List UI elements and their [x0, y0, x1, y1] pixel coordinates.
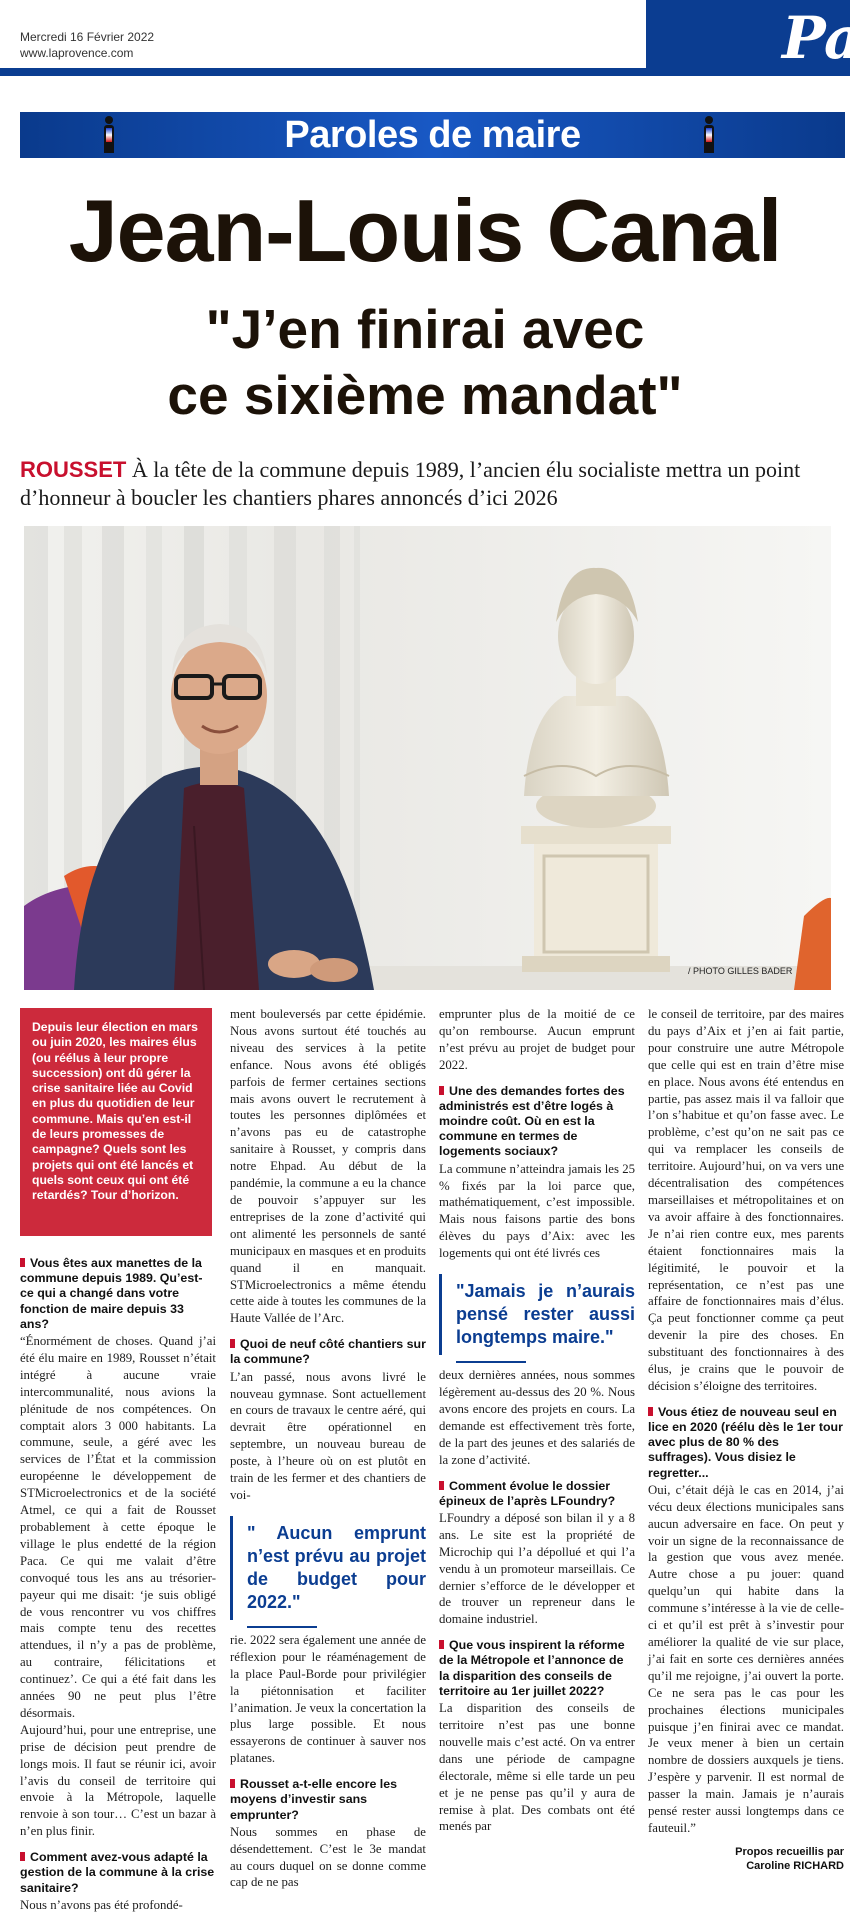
- pull-quote-block: [439, 1274, 635, 1363]
- question-heading: Comment évolue le dossier épineux de l’après LFoundry?: [439, 1479, 635, 1509]
- answer-paragraph: L’an passé, nous avons livré le nouveau gymnase. Sont actuellement en cours de travaux le centre aéré, qui devrait être opérationnel en septembre, un nouveau bureau de poste, à l’heure où on est plutôt en train de les fermer et des chantiers de voi-: [230, 1369, 426, 1502]
- mayor-photo-illustration: [24, 526, 831, 990]
- masthead-logo: [646, 0, 862, 76]
- pull-quote: " Aucun emprunt n’est prévu au projet de budget pour 2022.": [230, 1516, 426, 1620]
- answer-paragraph: Aujourd’hui, pour une entreprise, une prise de décision peut prendre de longs mois. Il faut se réunir ici, avoir l’avis du conseil de territoire qui envoie à la Métropole, laquelle renvoie à son tour… C’est un bazar à n’en plus finir.: [20, 1722, 216, 1839]
- lead-kicker: ROUSSET: [20, 457, 127, 482]
- byline-author: Caroline RICHARD: [746, 1859, 844, 1872]
- website-url[interactable]: www.laprovence.com: [20, 46, 134, 60]
- publication-date: Mercredi 16 Février 2022: [20, 30, 155, 44]
- question-heading: Rousset a-t-elle encore les moyens d’investir sans emprunter?: [230, 1777, 426, 1823]
- headline-name: Jean-Louis Canal: [68, 181, 782, 280]
- pull-quote-block: [230, 1516, 426, 1628]
- question-heading: Comment avez-vous adapté la gestion de la commune à la crise sanitaire?: [20, 1850, 215, 1895]
- headline-quote: [0, 296, 850, 428]
- answer-paragraph: Nous n’avons pas été profondé-: [20, 1897, 183, 1912]
- mayor-photo: [24, 526, 831, 990]
- answer-paragraph: le conseil de territoire, par des maires du pays d’Aix et j’en ai fait partie, pour construire une autre Métropole que celle qui est en train d’être mise en place. Nous avons été entendus en partie, pas assez mais il va falloir que l’on s’habitue et qu’on fasse avec. Le problème, c’est qu’on ne sait pas ce qui va remplacer les conseils de territoire. Aujourd’hui, on va vers une décentralisation des compétences marseillaises et métropolitaines et on va avoir affaire à des fonctionnaires. Je n’ai rien contre eux, mes parents étaient fonctionnaires mais la légitimité, le pouvoir et la représentation, ce n’est pas une affaire de fonctionnaires mais d’élus. Ça peut fonctionner comme ça peut devenir la pire des choses. En substituant des fonctionnaires à des élus, je crains que le pouvoir de décision s’éloigne des territoires.: [648, 1007, 844, 1393]
- answer-paragraph: rie. 2022 sera également une année de réflexion pour le réaménagement de la place Paul-Borde pour privilégier la piétonnisation et faciliter l’animation. Je veux la concertation la plus large possible. Et nous essayerons de continuer à sauver nos platanes.: [230, 1632, 426, 1766]
- pull-quote-rule: [247, 1626, 317, 1628]
- masthead-text: Pa: [782, 4, 862, 72]
- article-column-2: [230, 1006, 426, 1891]
- photo-credit: / PHOTO GILLES BADER: [688, 966, 793, 976]
- article-column-3: [439, 1006, 635, 1835]
- lead-paragraph: [20, 456, 846, 512]
- byline-label: Propos recueillis par: [735, 1845, 844, 1858]
- question-heading: Vous étiez de nouveau seul en lice en 2020 (réélu dès le 1er tour avec plus de 80 % des suffrages). Vous disiez le regretter...: [648, 1404, 843, 1480]
- pull-quote-rule: [456, 1361, 526, 1363]
- question-heading: Vous êtes aux manettes de la commune depuis 1989. Qu’est-ce qui a changé dans votre fonction de maire depuis 33 ans?: [20, 1256, 216, 1332]
- intro-box: Depuis leur élection en mars ou juin 2020, les maires élus (ou réélus à leur propre succession) ont dû gérer la crise sanitaire liée au Covid en plus du quotidien de leur commune. Mais qu’en est-il de leurs promesses de campagne? Quels sont les projets qui ont été lancés et quels sont ceux qui ont été retardés? Tour d’horizon.: [20, 1008, 212, 1236]
- answer-paragraph: Nous sommes en phase de désendettement. C’est le 3e mandat au cours duquel on se donne comme cap de ne pas: [230, 1824, 426, 1890]
- answer-paragraph: ment bouleversés par cette épidémie. Nous avons surtout été touchés au niveau des services à la petite enfance. Nous avons été obligés parfois de fermer certaines sections mais avons ouvert le recrutement à toutes les personnes diplômées et n’avons pas eu de catastrophe sanitaire à Rousset, y compris dans notre Ehpad. Au début de la pandémie, la commune a eu la chance de pouvoir s’appuyer sur les entreprises de la zone d’activité qui ont alimenté les personnels de santé municipaux en masques et en produits quand il en manquait. STMicroelectronics a même étendu cette aide à toutes les communes de la Haute Vallée de l’Arc.: [230, 1007, 426, 1326]
- answer-paragraph: La disparition des conseils de territoire n’est pas une bonne nouvelle mais c’est acté. On va entrer dans une période de campagne électorale, même si elle tarde un peu et je ne pense pas qu’il y aura de remise à plat. Des combats ont été menés par: [439, 1701, 635, 1834]
- article-column-1: [20, 1246, 216, 1914]
- header-rule: [0, 68, 646, 76]
- question-heading: Quoi de neuf côté chantiers sur la commune?: [230, 1337, 426, 1367]
- answer-paragraph: emprunter plus de la moitié de ce qu’on rembourse. Aucun emprunt n’est prévu au projet de budget pour 2022.: [439, 1007, 635, 1072]
- headline-quote-line1: "J’en finirai avec: [205, 298, 645, 360]
- article-column-4: [648, 1006, 844, 1873]
- answer-paragraph: LFoundry a déposé son bilan il y a 8 ans. Le site est la propriété de Microchip qui l’a dépollué et qui l’a vendu à un promoteur marseillais. Ce dernier s’efforce de le développer et de trouver un repreneur dans le domaine industriel.: [439, 1510, 635, 1627]
- headline-quote-line2: ce sixième mandat": [167, 364, 683, 426]
- answer-paragraph: deux dernières années, nous sommes légèrement au-dessus des 20 %. Nous avons encore des projets en cours. La demande est effectivement très forte, de la part des jeunes et des salariés de la zone d’activité.: [439, 1368, 635, 1467]
- answer-paragraph: La commune n’atteindra jamais les 25 % fixés par la loi parce que, mathématiquement, c’est impossible. Mais nous faisons partie des bons élèves du pays d’Aix: avec les logements qui ont été livrés ces: [439, 1161, 635, 1261]
- answer-paragraph: “Énormément de choses. Quand j’ai été élu maire en 1989, Rousset n’était intégré à aucune vraie intercommunalité, nous avions la plénitude de nos compétences. On comptait alors 3 000 habitants. La commune, seule, a géré avec les services de l’État et la commission européenne le développement de STMicroelectronics et de la société Atmel, ce qui a fait de Rousset probablement à cette époque le village le plus endetté de la région Paca. Ce qui me valait d’être convoqué tous les ans au trésorier-payeur qui me disait: ‘je suis obligé de vous rencontrer vu vos chiffres mais compte tenu des recettes attendues, il n’y a pas de problème, au contraire, félicitations et continuez’. Ce qui a été fait dans les années 90 ne peut plus l’être désormais.: [20, 1334, 216, 1720]
- question-heading: Une des demandes fortes des administrés est d’être logés à moindre coût. Où en est la commune en termes de logements sociaux?: [439, 1084, 635, 1160]
- rubric-title: Paroles de maire: [284, 114, 581, 156]
- byline: [648, 1845, 844, 1873]
- question-heading: Que vous inspirent la réforme de la Métropole et l’annonce de la disparition des conseils de territoire au 1er juillet 2022?: [439, 1638, 635, 1699]
- answer-paragraph: Oui, c’était déjà le cas en 2014, j’ai vécu deux élections municipales sans aucun adversaire en face. On peut y voir un signe de la reconnaissance de la gestion que vous avez menée. Autre chose a pu jouer: quand quelqu’un qui habite dans la commune s’intéresse à la vie de celle-ci et qu’il est prêt à s’investir pour améliorer la qualité de vie sur place, j’ai fait en sorte ces dernières années qu’il me rejoigne, j’ai ouvert la porte. Ce ne sera pas le cas pour les prochaines élections municipales puisque j’en finirai avec ce mandat. Je veux mener à bien un certain nombre de dossiers auxquels je tiens. J’espère y parvenir. Il est normal de passer la main. Jamais je n’aurais pensé rester aussi longtemps dans ce fauteuil.”: [648, 1482, 844, 1835]
- pull-quote: "Jamais je n’aurais pensé rester aussi longtemps maire.": [439, 1274, 635, 1355]
- lead-text: À la tête de la commune depuis 1989, l’ancien élu socialiste mettra un point d’honneur à boucler les chantiers phares annoncés d’ici 2026: [20, 457, 801, 510]
